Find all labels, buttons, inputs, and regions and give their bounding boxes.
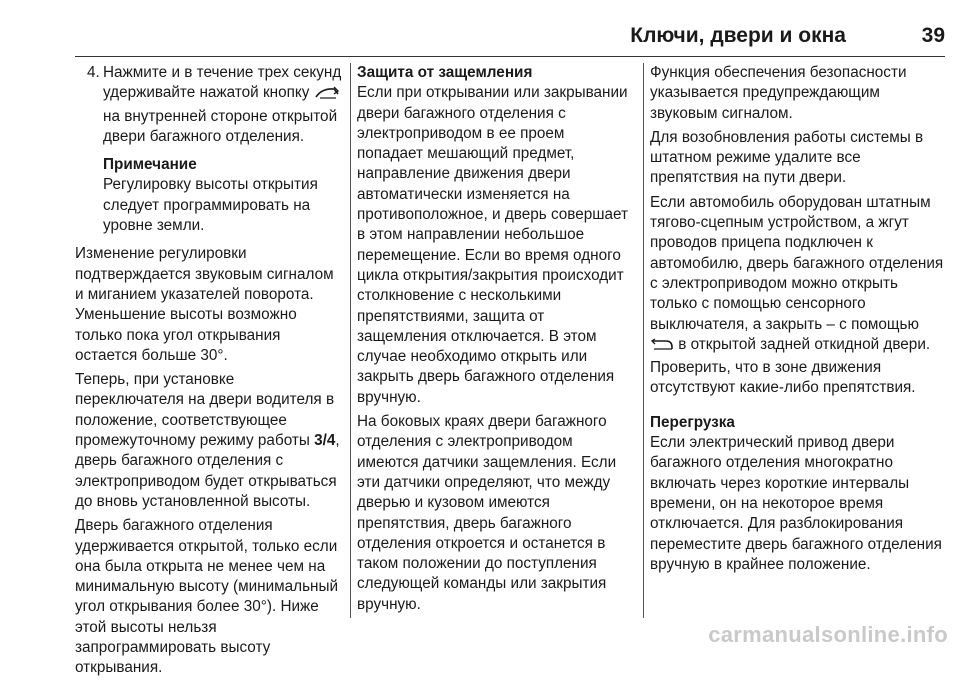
column-left — [75, 63, 345, 683]
section-title: Ключи, двери и окна — [630, 24, 846, 47]
overload-block — [650, 413, 946, 575]
paragraph-pinch-sensors: На боковых краях двери багажного отделения с электроприводом имеются датчики защемления. Если эти датчики определяют, что между дверью и кузовом имеются препятствия, дверь багажного отделения откроется и останется в таком положении до поступления следующей команды или закрытия вручную. — [357, 413, 617, 613]
paragraph-anti-pinch: Если при открывании или закрывании двери багажного отделения с электроприводом в ее проем попадает мешающий предмет, направление движения двери автоматически изменяется на противоположное, и дверь совершает в этом направлении небольшое перемещение. Если во время одного цикла открытия/закрытия происходит столкновение с несколькими препятствиями, защита от защемления отключается. В этом случае необходимо открыть или закрыть дверь багажного отделения вручную. — [357, 84, 629, 406]
step-text-start: Нажмите и в течение трех секунд удерживайте нажатой кнопку — [103, 64, 342, 102]
page-number: 39 — [921, 24, 945, 47]
page-header — [0, 0, 960, 56]
step-number: 4. — [87, 64, 100, 81]
paragraph-trailer — [650, 193, 946, 399]
note-block — [75, 155, 345, 236]
column-divider-2 — [643, 63, 644, 618]
p3-text-end: в открытой задней откидной двери. Проверить, что в зоне движения отсутствуют какие-либо препятствия. — [650, 335, 931, 397]
step-text-end: на внутренней стороне открытой двери багажного отделения. — [103, 107, 338, 145]
column-divider-1 — [350, 63, 351, 618]
p3-text-start: Если автомобиль оборудован штатным тягово-сцепным устройством, а жгут проводов прицепа подключен к автомобилю, дверь багажного отделения с электроприводом можно открыть только с помощью сенсорного выключателя, а закрыть – с помощью — [650, 193, 944, 333]
mode-3-4-label: 3/4 — [314, 432, 336, 450]
note-text: Регулировку высоты открытия следует программировать на уровне земли. — [103, 176, 318, 235]
paragraph-resume: Для возобновления работы системы в штатном режиме удалите все препятствия на пути двери. — [650, 128, 924, 187]
paragraph-confirmation: Изменение регулировки подтверждается звуковым сигналом и миганием указателей поворота. Уменьшение высоты возможно только пока угол открывания остается больше 30°. — [75, 245, 334, 364]
step-4 — [75, 63, 345, 147]
paragraph-three-quarter-mode — [75, 370, 345, 512]
column-middle — [357, 63, 634, 619]
anti-pinch-heading: Защита от защемления — [357, 64, 533, 81]
overload-text: Если электрический привод двери багажного отделения многократно включать через короткие интервалы времени, он на некоторое время отключается. Для разблокирования переместите дверь багажного отделения вручную в крайнее положение. — [650, 434, 942, 573]
tailgate-close-icon — [650, 338, 674, 358]
paragraph-minimum-height: Дверь багажного отделения удерживается открытой, только если она была открыта не менее чем на минимальную высоту (минимальный угол открывания более 30°). Ниже этой высоты нельзя запрограммировать высоту открывания. — [75, 517, 339, 677]
paragraph-warning-signal: Функция обеспечения безопасности указывается предупреждающим звуковым сигналом. — [650, 64, 907, 122]
note-title: Примечание — [103, 156, 197, 174]
column-right — [650, 63, 946, 579]
p2-text-start: Теперь, при установке переключателя на двери водителя в положение, соответствующее промежуточному режиму работы — [75, 371, 335, 450]
watermark: carmanualsonline.info — [708, 622, 948, 647]
p2-text-end: , дверь багажного отделения с электроприводом будет открываться до вновь установленной высоты. — [75, 432, 340, 510]
tailgate-button-icon — [314, 86, 340, 106]
header-divider — [75, 56, 945, 57]
page-footer — [0, 620, 960, 647]
overload-heading: Перегрузка — [650, 413, 735, 431]
